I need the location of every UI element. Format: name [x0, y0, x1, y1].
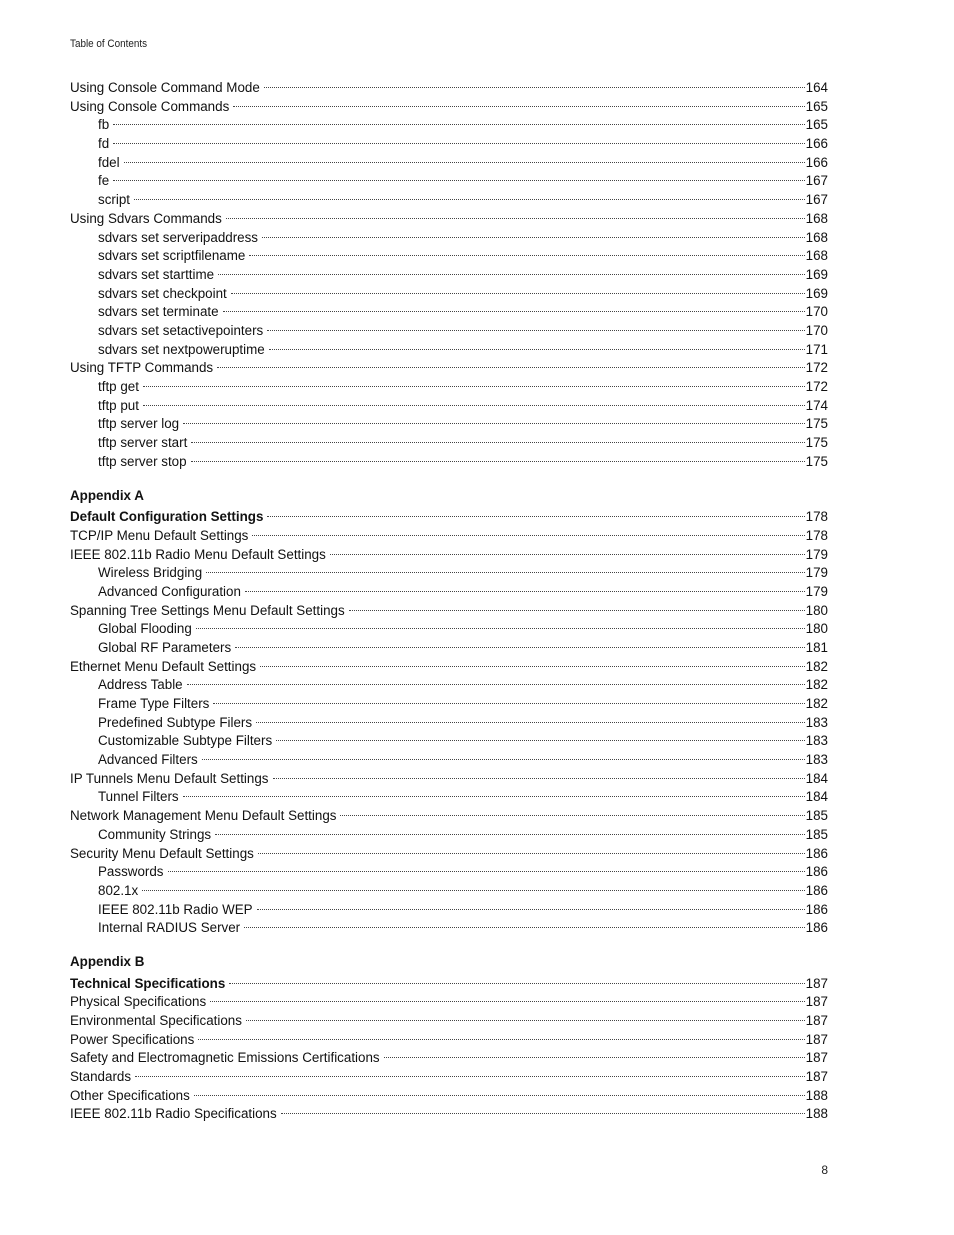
toc-entry[interactable] [70, 751, 828, 770]
dot-leader [124, 162, 805, 163]
toc-entry-label: Technical Specifications [70, 975, 226, 991]
toc-entry-label: script [98, 192, 130, 208]
toc-entry[interactable] [70, 116, 828, 135]
toc-entry[interactable] [70, 453, 828, 472]
toc-entry-label: tftp server stop [98, 453, 187, 469]
toc-section [70, 79, 828, 471]
dot-leader [194, 1095, 805, 1096]
toc-entry-label: sdvars set terminate [98, 304, 219, 320]
toc-entry-label: Using TFTP Commands [70, 360, 214, 376]
toc-entry[interactable] [70, 695, 828, 714]
toc-entry-label: Using Console Commands [70, 98, 230, 114]
toc-entry-page: 165 [805, 117, 828, 133]
toc-entry-page: 170 [805, 322, 828, 338]
toc-entry[interactable] [70, 98, 828, 117]
toc-entry[interactable] [70, 676, 828, 695]
toc-entry[interactable] [70, 620, 828, 639]
toc-entry-label: Address Table [98, 677, 183, 693]
toc-entry[interactable] [70, 546, 828, 565]
dot-leader [210, 1001, 804, 1002]
toc-entry[interactable] [70, 415, 828, 434]
toc-entry-label: tftp put [98, 397, 139, 413]
toc-entry[interactable] [70, 788, 828, 807]
toc-entry-page: 179 [805, 583, 828, 599]
toc-entry-page: 182 [805, 658, 828, 674]
dot-leader [226, 218, 805, 219]
toc-entry[interactable] [70, 229, 828, 248]
toc-entry[interactable] [70, 285, 828, 304]
toc-entry-label: Advanced Configuration [98, 583, 241, 599]
toc-entry-page: 186 [805, 901, 828, 917]
page-number: 8 [821, 1163, 828, 1177]
toc-entry-label: Customizable Subtype Filters [98, 733, 273, 749]
toc-entry-page: 169 [805, 266, 828, 282]
toc-entry-page: 179 [805, 546, 828, 562]
toc-entry-page: 172 [805, 379, 828, 394]
toc-entry-label: tftp server start [98, 435, 188, 451]
toc-entry[interactable] [70, 341, 828, 360]
toc-entry-label: Security Menu Default Settings [70, 845, 254, 861]
toc-entry-label: Community Strings [98, 826, 212, 842]
toc-entry-page: 187 [805, 994, 828, 1010]
toc-entry[interactable] [70, 901, 828, 920]
dot-leader [187, 684, 805, 685]
toc-entry-page: 186 [805, 845, 828, 861]
toc-entry-page: 186 [805, 882, 828, 898]
toc-entry[interactable] [70, 993, 828, 1012]
toc-entry-page: 188 [805, 1087, 828, 1103]
toc-entry[interactable] [70, 1068, 828, 1087]
dot-leader [113, 143, 804, 144]
dot-leader [196, 628, 805, 629]
toc-entry-label: Using Console Command Mode [70, 80, 260, 95]
toc-entry-page: 182 [805, 696, 828, 711]
dot-leader [218, 274, 805, 275]
toc-entry-label: IEEE 802.11b Radio Menu Default Settings [70, 546, 326, 562]
dot-leader [269, 349, 805, 350]
dot-leader [340, 815, 804, 816]
toc-entry-page: 181 [805, 639, 828, 655]
toc-entry-label: sdvars set nextpoweruptime [98, 341, 265, 357]
toc-entry-page: 183 [805, 733, 828, 749]
dot-leader [349, 610, 805, 611]
toc-entry-label: Tunnel Filters [98, 789, 179, 805]
toc-entry-page: 188 [805, 1106, 828, 1122]
toc-entry-page: 166 [805, 154, 828, 170]
toc-entry[interactable] [70, 564, 828, 583]
dot-leader [215, 834, 805, 835]
dot-leader [202, 759, 805, 760]
toc-entry-page: 178 [805, 509, 828, 525]
toc-entry-label: Internal RADIUS Server [98, 920, 241, 936]
toc-entry-label: Standards [70, 1069, 132, 1085]
toc-entry-label: IP Tunnels Menu Default Settings [70, 770, 269, 786]
section-heading: Appendix B [70, 954, 145, 970]
toc-entry-page: 169 [805, 285, 828, 301]
toc-entry[interactable] [70, 807, 828, 826]
toc-entry[interactable] [70, 359, 828, 378]
dot-leader [246, 1020, 805, 1021]
toc-entry-page: 168 [805, 248, 828, 264]
toc-entry-page: 187 [805, 975, 828, 991]
dot-leader [249, 255, 804, 256]
toc-entry-page: 180 [805, 621, 828, 637]
toc-entry[interactable] [70, 172, 828, 191]
toc-entry[interactable] [70, 1012, 828, 1031]
toc-entry-page: 186 [805, 864, 828, 880]
toc-entry[interactable] [70, 658, 828, 677]
dot-leader [183, 423, 805, 424]
toc-entry[interactable] [70, 863, 828, 882]
toc-entry-page: 179 [805, 565, 828, 581]
toc-entry-page: 168 [805, 210, 828, 226]
dot-leader [245, 591, 805, 592]
toc-entry-page: 168 [805, 229, 828, 245]
toc-entry[interactable] [70, 845, 828, 864]
toc-entry-page: 187 [805, 1013, 828, 1028]
dot-leader [273, 778, 805, 779]
dot-leader [257, 909, 805, 910]
dot-leader [281, 1113, 805, 1114]
toc-entry[interactable] [70, 247, 828, 266]
dot-leader [113, 180, 804, 181]
toc-entry-page: 186 [805, 920, 828, 936]
toc-entry-page: 175 [805, 453, 828, 469]
toc-entry-label: tftp get [98, 379, 139, 394]
toc-entry-page: 187 [805, 1031, 828, 1047]
toc-entry[interactable] [70, 975, 828, 994]
toc-entry-label: Spanning Tree Settings Menu Default Settings [70, 602, 345, 618]
toc-entry-label: TCP/IP Menu Default Settings [70, 527, 249, 543]
toc-entry[interactable] [70, 266, 828, 285]
dot-leader [258, 853, 805, 854]
toc-entry[interactable] [70, 732, 828, 751]
toc-entry[interactable] [70, 1087, 828, 1106]
toc-entry-label: Power Specifications [70, 1031, 195, 1047]
toc-entry[interactable] [70, 135, 828, 154]
table-of-contents [70, 79, 828, 1124]
toc-entry-label: Safety and Electromagnetic Emissions Certifications [70, 1050, 380, 1066]
toc-entry-label: Global Flooding [98, 621, 192, 637]
toc-entry[interactable] [70, 1031, 828, 1050]
dot-leader [135, 1076, 805, 1077]
toc-entry-label: fe [98, 173, 110, 189]
toc-entry[interactable] [70, 191, 828, 210]
toc-entry-page: 170 [805, 304, 828, 320]
dot-leader [384, 1057, 805, 1058]
toc-entry-label: sdvars set scriptfilename [98, 248, 246, 264]
toc-entry[interactable] [70, 508, 828, 527]
toc-entry[interactable] [70, 154, 828, 173]
toc-entry-page: 184 [805, 789, 828, 805]
toc-entry-label: sdvars set checkpoint [98, 285, 227, 301]
dot-leader [143, 386, 805, 387]
toc-entry[interactable] [70, 583, 828, 602]
toc-entry-label: Default Configuration Settings [70, 509, 264, 525]
toc-entry-page: 166 [805, 136, 828, 152]
dot-leader [233, 106, 804, 107]
dot-leader [191, 442, 804, 443]
toc-entry-label: tftp server log [98, 416, 180, 432]
toc-entry-label: IEEE 802.11b Radio Specifications [70, 1106, 277, 1122]
running-head: Table of Contents [70, 38, 148, 50]
toc-entry-label: Using Sdvars Commands [70, 210, 222, 226]
toc-entry-page: 180 [805, 602, 828, 618]
toc-entry[interactable] [70, 434, 828, 453]
toc-entry[interactable] [70, 397, 828, 416]
toc-entry-label: sdvars set starttime [98, 266, 215, 282]
dot-leader [267, 330, 804, 331]
dot-leader [264, 87, 805, 88]
toc-entry-label: Advanced Filters [98, 752, 198, 768]
toc-entry[interactable] [70, 527, 828, 546]
toc-section [70, 953, 828, 1124]
toc-entry[interactable] [70, 1105, 828, 1124]
toc-entry-label: IEEE 802.11b Radio WEP [98, 901, 253, 917]
toc-entry[interactable] [70, 303, 828, 322]
dot-leader [198, 1039, 804, 1040]
dot-leader [191, 461, 805, 462]
dot-leader [217, 367, 805, 368]
toc-entry-label: fb [98, 117, 110, 133]
toc-entry-label: Ethernet Menu Default Settings [70, 658, 257, 674]
toc-entry-page: 182 [805, 677, 828, 693]
toc-entry[interactable] [70, 639, 828, 658]
dot-leader [235, 647, 804, 648]
toc-entry-label: 802.1x [98, 882, 139, 898]
toc-entry-page: 187 [805, 1050, 828, 1066]
section-heading: Appendix A [70, 487, 144, 503]
toc-entry-label: sdvars set serveripaddress [98, 229, 259, 245]
dot-leader [142, 890, 804, 891]
dot-leader [267, 516, 804, 517]
toc-entry-label: Passwords [98, 864, 164, 880]
toc-entry-page: 184 [805, 770, 828, 786]
toc-entry-label: sdvars set setactivepointers [98, 322, 264, 338]
toc-entry-label: fdel [98, 154, 120, 170]
dot-leader [206, 572, 804, 573]
toc-entry-label: Global RF Parameters [98, 639, 232, 655]
toc-entry-page: 185 [805, 808, 828, 824]
toc-entry[interactable] [70, 378, 828, 397]
toc-entry[interactable] [70, 1049, 828, 1068]
toc-entry-label: Frame Type Filters [98, 696, 210, 711]
dot-leader [231, 293, 805, 294]
toc-entry[interactable] [70, 714, 828, 733]
toc-entry[interactable] [70, 770, 828, 789]
dot-leader [260, 666, 805, 667]
dot-leader [252, 535, 804, 536]
toc-entry-label: Network Management Menu Default Settings [70, 808, 337, 824]
toc-entry-page: 167 [805, 173, 828, 189]
toc-entry-page: 187 [805, 1069, 828, 1085]
dot-leader [229, 983, 804, 984]
toc-entry[interactable] [70, 79, 828, 98]
toc-entry-page: 183 [805, 714, 828, 730]
toc-entry-label: Physical Specifications [70, 994, 207, 1010]
toc-entry-page: 167 [805, 192, 828, 208]
toc-entry[interactable] [70, 826, 828, 845]
dot-leader [213, 703, 804, 704]
toc-entry-label: fd [98, 136, 110, 152]
toc-entry[interactable] [70, 210, 828, 229]
toc-entry-page: 172 [805, 360, 828, 376]
dot-leader [168, 871, 805, 872]
toc-entry-page: 165 [805, 98, 828, 114]
toc-section [70, 487, 828, 938]
toc-entry-page: 174 [805, 397, 828, 413]
toc-entry-page: 164 [805, 80, 828, 95]
dot-leader [143, 405, 805, 406]
toc-entry-label: Wireless Bridging [98, 565, 203, 581]
toc-entry-label: Environmental Specifications [70, 1013, 242, 1028]
dot-leader [330, 554, 805, 555]
toc-entry-page: 178 [805, 527, 828, 543]
toc-entry-page: 171 [805, 341, 828, 357]
toc-entry-label: Predefined Subtype Filers [98, 714, 253, 730]
toc-entry-page: 175 [805, 435, 828, 451]
toc-entry[interactable] [70, 919, 828, 938]
toc-entry-page: 185 [805, 826, 828, 842]
toc-entry[interactable] [70, 882, 828, 901]
toc-entry-page: 183 [805, 752, 828, 768]
toc-entry[interactable] [70, 322, 828, 341]
dot-leader [183, 796, 805, 797]
dot-leader [223, 311, 805, 312]
toc-entry-page: 175 [805, 416, 828, 432]
dot-leader [256, 722, 805, 723]
dot-leader [276, 740, 805, 741]
toc-entry-label: Other Specifications [70, 1087, 190, 1103]
dot-leader [244, 927, 805, 928]
dot-leader [262, 237, 805, 238]
toc-entry[interactable] [70, 602, 828, 621]
dot-leader [113, 124, 804, 125]
dot-leader [134, 199, 805, 200]
